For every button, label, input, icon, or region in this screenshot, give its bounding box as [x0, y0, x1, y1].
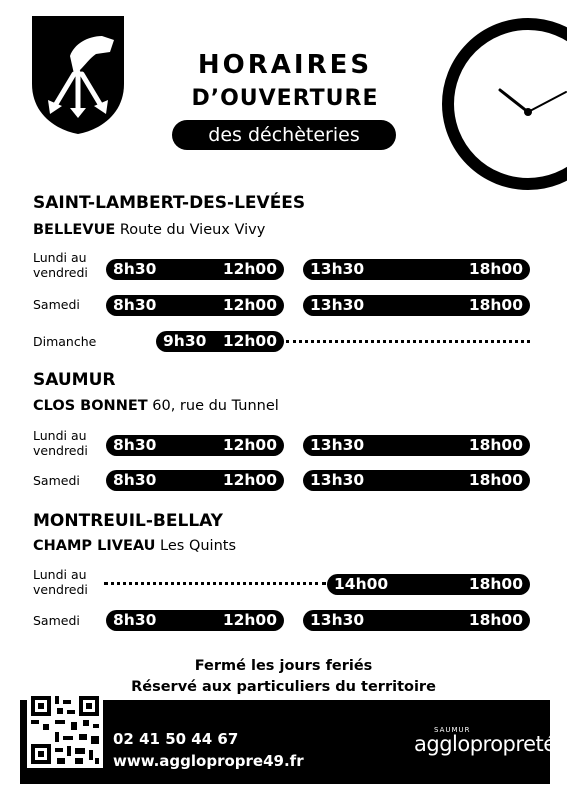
closed-dots	[104, 582, 326, 585]
day-label-sunday: Dimanche	[33, 334, 97, 349]
closed-dots	[286, 340, 530, 343]
open-time: 13h30	[310, 611, 365, 629]
phone-number: 02 41 50 44 67	[113, 730, 239, 748]
note-closed-holidays: Fermé les jours feriés	[194, 658, 373, 674]
open-time: 8h30	[113, 471, 157, 489]
close-time: 18h00	[468, 611, 523, 629]
hours-am	[156, 331, 284, 352]
day-label-weekdays	[33, 567, 88, 597]
close-time: 18h00	[468, 471, 523, 489]
close-time: 12h00	[222, 611, 277, 629]
brand-logo: agglopropreté	[414, 732, 556, 756]
day-line1: Lundi au	[33, 567, 87, 582]
hours-am	[106, 259, 284, 280]
site-name: BELLEVUE	[33, 222, 116, 238]
hand-sorting-shield-icon	[30, 14, 126, 136]
close-time: 12h00	[222, 296, 277, 314]
city-saint-lambert: SAINT-LAMBERT-DES-LEVÉES	[33, 193, 306, 213]
day-line1: Lundi au	[33, 250, 87, 265]
hours-am	[106, 470, 284, 491]
site-name: CHAMP LIVEAU	[33, 538, 156, 554]
day-line2: vendredi	[33, 582, 88, 597]
day-line1: Lundi au	[33, 428, 87, 443]
site-bellevue	[33, 222, 265, 238]
close-time: 18h00	[468, 296, 523, 314]
site-clos-bonnet	[33, 398, 279, 414]
hours-am	[106, 435, 284, 456]
site-champ-liveau	[33, 538, 236, 554]
site-address: Les Quints	[160, 538, 237, 554]
open-time: 13h30	[310, 436, 365, 454]
open-time: 13h30	[310, 471, 365, 489]
hours-am	[106, 295, 284, 316]
hours-pm	[303, 435, 530, 456]
title-horaires: HORAIRES	[197, 50, 373, 80]
day-line2: vendredi	[33, 443, 88, 458]
hours-pm	[303, 295, 530, 316]
day-label-weekdays	[33, 250, 88, 280]
clock-icon	[440, 14, 567, 194]
open-time: 8h30	[113, 260, 157, 278]
hours-pm	[327, 574, 530, 595]
hours-pm	[303, 470, 530, 491]
website-link[interactable]: www.agglopropre49.fr	[113, 752, 304, 770]
hours-am	[106, 610, 284, 631]
site-address: Route du Vieux Vivy	[119, 222, 266, 238]
hours-pm	[303, 259, 530, 280]
qr-code-icon	[27, 692, 103, 768]
title-decheteries: des déchèteries	[172, 120, 396, 150]
day-label-saturday: Samedi	[33, 473, 80, 488]
open-time: 14h00	[334, 575, 389, 593]
open-time: 13h30	[310, 296, 365, 314]
note-residents-only: Réservé aux particuliers du territoire	[131, 679, 436, 695]
open-time: 8h30	[113, 436, 157, 454]
site-name: CLOS BONNET	[33, 398, 148, 414]
day-line2: vendredi	[33, 265, 88, 280]
city-saumur: SAUMUR	[33, 370, 116, 390]
hours-pm	[303, 610, 530, 631]
close-time: 18h00	[468, 575, 523, 593]
open-time: 8h30	[113, 611, 157, 629]
title-ouverture: D’OUVERTURE	[191, 86, 379, 111]
day-label-saturday: Samedi	[33, 613, 80, 628]
day-label-weekdays	[33, 428, 88, 458]
open-time: 9h30	[163, 332, 207, 350]
close-time: 18h00	[468, 436, 523, 454]
open-time: 13h30	[310, 260, 365, 278]
footer-bar	[20, 700, 556, 784]
day-label-saturday: Samedi	[33, 297, 80, 312]
close-time: 12h00	[222, 332, 277, 350]
close-time: 12h00	[222, 436, 277, 454]
brand-city: SAUMUR	[434, 726, 471, 734]
close-time: 12h00	[222, 260, 277, 278]
close-time: 18h00	[468, 260, 523, 278]
site-address: 60, rue du Tunnel	[152, 398, 279, 414]
open-time: 8h30	[113, 296, 157, 314]
close-time: 12h00	[222, 471, 277, 489]
city-montreuil-bellay: MONTREUIL-BELLAY	[33, 511, 223, 531]
